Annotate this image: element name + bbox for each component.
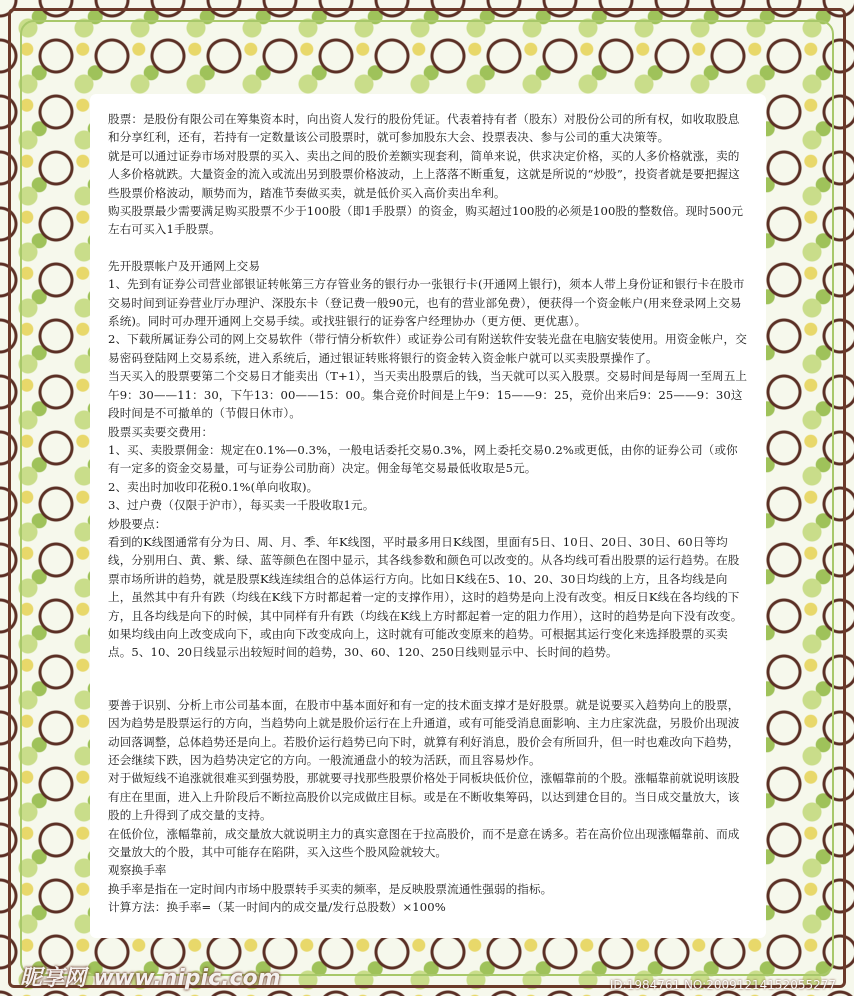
paragraph: 1、先到有证券公司营业部银证转帐第三方存管业务的银行办一张银行卡(开通网上银行)，须本人带上身份证和银行卡在股市交易时间到证券营业厅办理沪、深股东卡（登记费一般90元，也有的营业部免费），便获得一个资金帐户(用来登录网上交易系统)。同时可办理开通网上交易手续。或找驻银行的证券客户经理协办（更方便、更优惠）。 (108, 277, 745, 329)
paragraph: 2、卖出时加收印花税0.1%(单向收取)。 (108, 479, 319, 494)
paragraph: 3、过户费（仅限于沪市），每买卖一千股收取1元。 (108, 498, 375, 513)
paragraph: 就是可以通过证券市场对股票的买入、卖出之间的股价差额实现套利，简单来说，供求决定价格，买的人多价格就涨，卖的人多价格就跌。大量资金的流入或流出另到股票价格波动，上上落落不断重复，这就是所说的“炒股”，投资者就是要把握这些股票价格波动，顺势而为，踏准节奏做买卖，就是低价买入高价卖出牟利。 (108, 148, 740, 200)
paragraph: 购买股票最少需要满足购买股票不少于100股（即1手股票）的资金，购买超过100股的必须是100股的整数倍。现时500元左右可买入1手股票。 (108, 204, 744, 237)
section-heading: 炒股要点： (108, 516, 167, 531)
paragraph: 在低价位，涨幅靠前，成交量放大就说明主力的真实意图在于拉高股价，而不是意在诱多。若在高价位出现涨幅靠前、而成交量放大的个股，其中可能存在陷阱，买入这些个股风险就较大。 (108, 826, 740, 860)
paragraph: 1、买、卖股票佣金：规定在0.1%—0.3%，一般电话委托交易0.3%，网上委托交易0.2%或更低，由你的证券公司（或你有一定多的资金交易量，可与证券公司肋商）决定。佣金每笔交易最低收取是5元。 (108, 442, 738, 476)
section-heading: 股票买卖要交费用： (108, 424, 214, 439)
section-heading: 先开股票帐户及开通网上交易 (108, 258, 261, 273)
image-id-watermark: ID:1984761 NO:20091214152055277 (609, 978, 836, 992)
paragraph: 看到的K线图通常有分为日、周、月、季、年K线图，平时最多用日K线图，里面有5日、10日、20日、30日、60日等均线，分别用白、黄、紫、绿、蓝等颜色在图中显示，其各线参数和颜色可以改变的。从各均线可看出股票的运行趋势。在股票市场所讲的趋势，就是股票K线连续组合的总体运行方向。比如日K线在5、10、20、30日均线的上方，且各均线是向上，虽然其中有升有跌（均线在K线下方时都起着一定的支撑作用），这时的趋势是向上没有改变。相反日K线在各均线的下方，且各均线是向下的时候，其中同样有升有跌（均线在K线上方时都起着一定的阻力作用），这时的趋势是向下没有改变。如果均线由向上改变成向下，或由向下改变成向上，这时就有可能改变原来的趋势。可根据其运行变化来选择股票的买卖点。5、10、20日线显示出较短时间的趋势，30、60、120、250日线则显示中、长时间的趋势。 (108, 534, 743, 660)
paragraph: 2、下载所属证券公司的网上交易软件（带行情分析软件）或证券公司有附送软件安装光盘在电脑安装使用。用资金帐户，交易密码登陆网上交易系统，进入系统后，通过银证转账将银行的资金转入资金帐户就可以买卖股票操作了。 (108, 332, 747, 365)
paragraph: 计算方法：换手率=（某一时间内的成交量/发行总股数）×100% (108, 900, 446, 915)
document-body (108, 110, 748, 917)
paragraph: 对于做短线不追涨就很难买到强势股，那就要寻找那些股票价格处于同板块低价位，涨幅靠前的个股。涨幅靠前就说明该股有庄在里面，进入上升阶段后不断拉高股价以完成做庄目标。或是在不断收集筹码，以达到建仓目的。当日成交量放大，该股的上升得到了成交量的支持。 (108, 771, 740, 823)
paragraph: 要善于识别、分析上市公司基本面，在股市中基本面好和有一定的技术面支撑才是好股票。就是说要买入趋势向上的股票，因为趋势是股票运行的方向，当趋势向上就是股价运行在上升通道，或有可能受消息面影响、主力庄家洗盘，另股价出现波动回落调整，总体趋势还是向上。若股价运行趋势已向下时，就算有利好消息，股价会有所回升，但一时也难改向下趋势，还会继续下跌，因为趋势决定它的方向。一般流通盘小的较为活跃，而且容易炒作。 (108, 697, 740, 767)
site-watermark: 昵享网 www.nipic.com (20, 966, 281, 991)
paragraph: 换手率是指在一定时间内市场中股票转手买卖的频率，是反映股票流通性强弱的指标。 (108, 881, 553, 896)
paragraph: 股票：是股份有限公司在筹集资本时，向出资人发行的股份凭证。代表着持有者（股东）对股份公司的所有权，如收取股息和分享红利，还有，若持有一定数量该公司股票时，就可参加股东大会、投票表决、参与公司的重大决策等。 (108, 112, 740, 145)
paragraph: 当天买入的股票要第二个交易日才能卖出（T+1），当天卖出股票后的钱，当天就可以买入股票。交易时间是每周一至周五上午9：30——11：30，下午13：00——15：00。集合竞价时间是上午9：15——9：25，竞价出来后9：25——9：30这段时间是不可撤单的（节假日休市）。 (108, 369, 748, 421)
section-heading: 观察换手率 (108, 863, 167, 878)
